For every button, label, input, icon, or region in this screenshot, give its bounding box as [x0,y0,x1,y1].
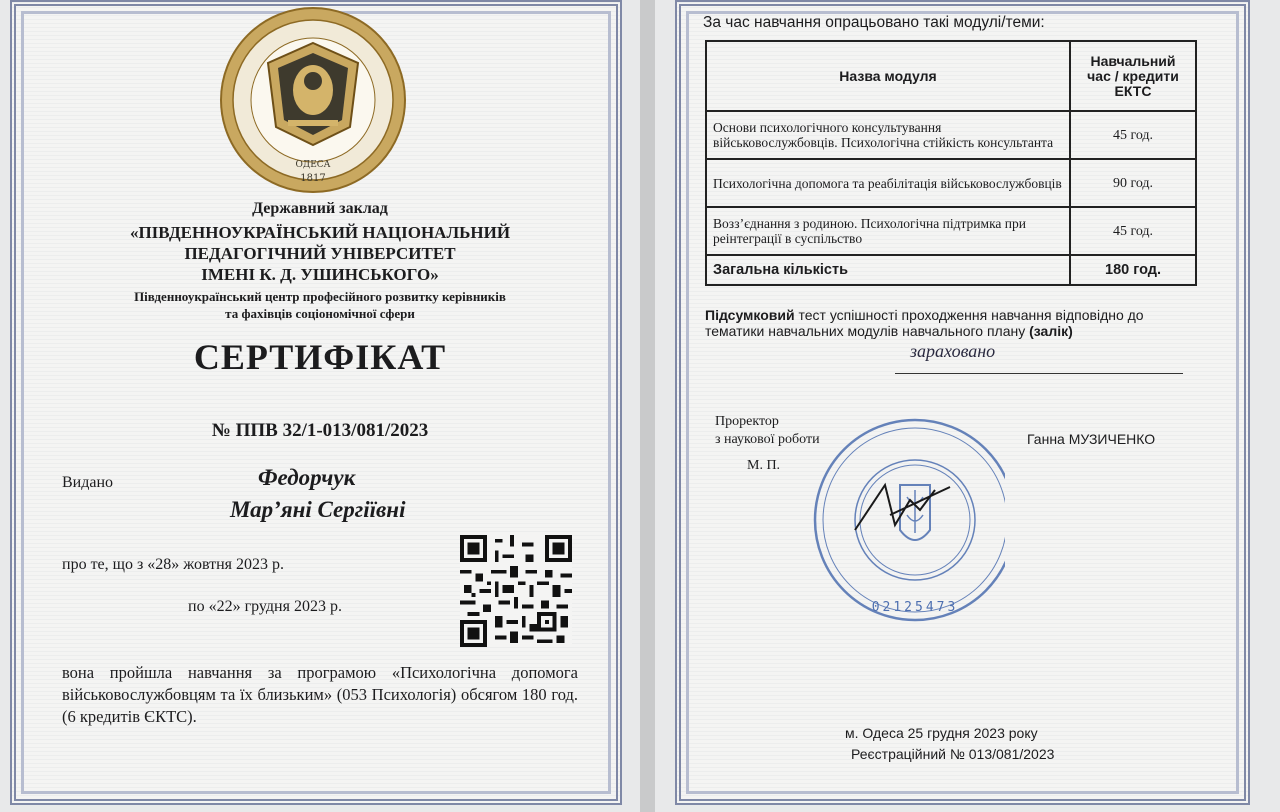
column-header-module-name: Назва модуля [706,41,1070,111]
table-row [706,111,1196,159]
test-result: зараховано [910,341,996,361]
module-name: Возз’єднання з родиною. Психологічна підтримка при реінтеграції в суспільство [706,207,1070,255]
certificate-title: СЕРТИФІКАТ [193,337,447,377]
total-value: 180 год. [1070,255,1196,285]
final-test-statement [705,307,1185,339]
issued-to-label: Видано [62,474,114,491]
module-hours: 45 год. [1070,207,1196,255]
table-total-row [706,255,1196,285]
modules-heading: За час навчання опрацьовано такі модулі/теми: [703,14,1045,31]
seal-place-label: М. П. [747,458,781,473]
seal-year-text: 1817 [300,173,326,184]
university-name-line-1: «ПІВДЕННОУКРАЇНСЬКИЙ НАЦІОНАЛЬНИЙ [129,223,511,242]
final-test-bold: Підсумковий [705,307,795,323]
certificate-number: № ППВ 32/1-013/081/2023 [211,420,429,441]
university-seal-logo [218,5,408,195]
recipient-surname: Федорчук [258,465,356,490]
stamp-code: 02125473 [871,600,959,615]
program-description: вона пройшла навчання за програмою «Психологічна допомога військовослужбовцям та їх близьким» (053 Психологія) обсягом 180 год. (6 кредитів ЄКТС). [62,663,578,726]
signer-position [715,413,820,449]
institution-type: Державний заклад [252,200,388,217]
start-date: про те, що з «28» жовтня 2023 р. [62,556,285,573]
registration-number: Реєстраційний № 013/081/2023 [851,746,1055,762]
university-name [30,222,610,285]
table-row [706,207,1196,255]
modules-table [705,40,1197,286]
signer-position-line-1: Проректор [715,414,779,429]
certificate-back-page [655,0,1280,812]
university-name-line-3: ІМЕНІ К. Д. УШИНСЬКОГО» [201,265,439,284]
signer-name: Ганна МУЗИЧЕНКО [1027,431,1156,447]
module-hours: 90 год. [1070,159,1196,207]
end-date: по «22» грудня 2023 р. [188,598,342,615]
final-test-text: тест успішності проходження навчання відповідно до тематики навчальних модулів навчального плану [705,307,1144,339]
signer-position-line-2: з наукової роботи [715,432,820,447]
university-name-line-2: ПЕДАГОГІЧНИЙ УНІВЕРСИТЕТ [184,244,456,263]
training-center-name [30,288,610,322]
module-hours: 45 год. [1070,111,1196,159]
training-center-line-2: та фахівців соціономічної сфери [225,306,415,321]
total-label: Загальна кількість [706,255,1070,285]
recipient-given-name: Мар’яні Сергіївні [230,497,406,522]
table-row [706,159,1196,207]
module-name: Основи психологічного консультування військовослужбовців. Психологічна стійкість консультанта [706,111,1070,159]
seal-city-text: ОДЕСА [295,160,331,170]
page-gap [640,0,655,812]
qr-code [460,535,572,647]
column-header-hours: Навчальний час / кредити ЕКТС [1070,41,1196,111]
issue-place-date: м. Одеса 25 грудня 2023 року [845,725,1038,741]
training-center-line-1: Південноукраїнський центр професійного розвитку керівників [134,289,506,304]
module-name: Психологічна допомога та реабілітація військовослужбовців [706,159,1070,207]
final-test-suffix: (залік) [1029,323,1073,339]
table-header-row [706,41,1196,111]
